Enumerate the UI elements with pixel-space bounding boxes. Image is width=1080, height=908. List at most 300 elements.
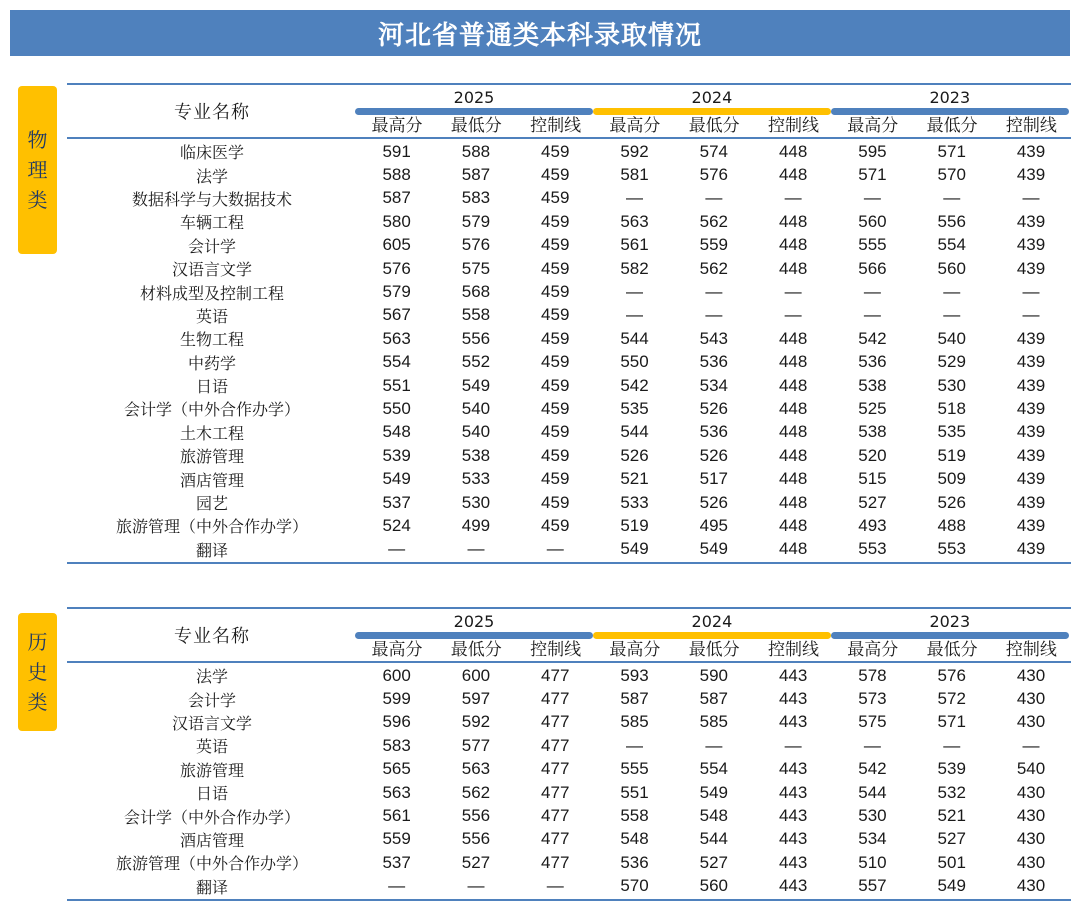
score-cell: 448	[778, 258, 808, 278]
score-cell: 526	[937, 492, 966, 512]
category-char: 类	[27, 690, 48, 714]
score-cell: —	[546, 539, 564, 559]
score-cell: 448	[778, 328, 808, 348]
table-row	[67, 781, 1071, 804]
score-cell: 477	[541, 852, 570, 872]
score-cell: 477	[541, 689, 570, 709]
score-cell: 439	[1016, 469, 1046, 489]
score-cell: 459	[541, 211, 570, 231]
score-cell: 587	[461, 165, 491, 185]
score-cell: 549	[699, 782, 729, 802]
score-cell: 555	[858, 235, 887, 255]
score-cell: 459	[541, 445, 570, 465]
score-cell: 448	[778, 165, 808, 185]
metric-header: 控制线	[530, 116, 582, 136]
score-cell: 539	[937, 759, 966, 779]
score-cell: 430	[1016, 876, 1046, 896]
score-cell: 558	[620, 806, 649, 826]
score-cell: 574	[699, 141, 729, 161]
score-cell: 430	[1016, 689, 1046, 709]
score-cell: 561	[620, 235, 649, 255]
score-cell: 556	[461, 328, 491, 348]
score-cell: 559	[699, 235, 729, 255]
score-cell: 524	[382, 515, 411, 535]
score-cell: —	[1022, 282, 1040, 302]
major-name: 酒店管理	[179, 470, 244, 490]
table-row	[67, 467, 1071, 490]
score-cell: 530	[937, 375, 966, 395]
score-cell: 519	[937, 445, 966, 465]
score-cell: 556	[461, 829, 491, 849]
score-cell: 571	[858, 165, 887, 185]
score-cell: 477	[541, 712, 570, 732]
major-column-header: 专业名称	[174, 626, 250, 647]
score-cell: 488	[937, 515, 966, 535]
score-cell: 439	[1016, 328, 1046, 348]
score-cell: 533	[620, 492, 649, 512]
metric-header: 控制线	[768, 640, 819, 660]
table-row	[67, 397, 1071, 420]
score-cell: 562	[699, 258, 729, 278]
score-cell: 517	[699, 469, 729, 489]
score-cell: 439	[1016, 235, 1046, 255]
score-cell: 554	[937, 235, 966, 255]
score-cell: 585	[620, 712, 649, 732]
score-cell: 549	[620, 539, 649, 559]
score-cell: 530	[858, 806, 887, 826]
score-cell: 525	[858, 398, 887, 418]
metric-header: 最低分	[926, 640, 978, 660]
year-bar	[593, 632, 831, 639]
score-cell: 529	[937, 352, 966, 372]
table-row	[67, 280, 1071, 303]
score-cell: 448	[778, 469, 808, 489]
table-row	[67, 538, 1071, 561]
year-label: 2025	[453, 88, 495, 107]
score-cell: —	[705, 305, 723, 325]
score-cell: 527	[461, 852, 491, 872]
score-cell: 549	[937, 876, 966, 896]
score-cell: 539	[382, 445, 411, 465]
score-cell: —	[705, 188, 723, 208]
score-cell: 448	[778, 375, 808, 395]
score-cell: 515	[858, 469, 887, 489]
score-cell: 600	[382, 665, 411, 685]
score-cell: 443	[778, 852, 808, 872]
score-cell: 509	[937, 469, 966, 489]
score-cell: 439	[1016, 492, 1046, 512]
score-cell: 443	[778, 665, 808, 685]
score-cell: 526	[699, 398, 729, 418]
score-cell: 477	[541, 735, 570, 755]
category-char: 历	[27, 630, 48, 654]
score-cell: 553	[858, 539, 887, 559]
category-tab-physics	[18, 86, 57, 254]
score-cell: 536	[699, 352, 729, 372]
score-cell: 591	[382, 141, 411, 161]
score-cell: 548	[620, 829, 649, 849]
score-cell: 581	[620, 165, 649, 185]
score-cell: 572	[937, 689, 966, 709]
year-label: 2024	[691, 612, 733, 631]
score-cell: 597	[461, 689, 491, 709]
score-cell: 544	[620, 328, 649, 348]
score-cell: 600	[461, 665, 491, 685]
score-cell: 459	[541, 398, 570, 418]
score-cell: 439	[1016, 375, 1046, 395]
score-cell: 563	[382, 782, 411, 802]
metric-header: 最低分	[450, 116, 502, 136]
score-cell: —	[467, 876, 485, 896]
score-cell: 448	[778, 235, 808, 255]
score-cell: —	[626, 188, 644, 208]
score-cell: 527	[699, 852, 729, 872]
score-cell: 443	[778, 876, 808, 896]
score-cell: 579	[461, 211, 491, 231]
score-cell: 439	[1016, 515, 1046, 535]
table-row	[67, 687, 1071, 710]
score-cell: 588	[382, 165, 411, 185]
major-name: 旅游管理（中外合作办学）	[115, 517, 308, 537]
score-cell: 560	[937, 258, 966, 278]
score-cell: 459	[541, 515, 570, 535]
table-row	[67, 851, 1071, 874]
score-cell: 540	[461, 398, 491, 418]
table-row	[67, 491, 1071, 514]
score-cell: 570	[620, 876, 649, 896]
score-cell: 543	[699, 328, 729, 348]
score-cell: —	[626, 735, 644, 755]
score-cell: 521	[620, 469, 649, 489]
score-cell: 493	[858, 515, 887, 535]
major-name: 生物工程	[179, 330, 244, 350]
score-cell: 551	[382, 375, 411, 395]
score-cell: 556	[461, 806, 491, 826]
score-cell: 542	[858, 759, 887, 779]
table-row	[67, 163, 1071, 186]
score-cell: 459	[541, 352, 570, 372]
year-bar	[593, 108, 831, 115]
score-cell: 448	[778, 422, 808, 442]
score-cell: 519	[620, 515, 649, 535]
score-cell: 561	[382, 806, 411, 826]
table-row	[67, 421, 1071, 444]
score-cell: 448	[778, 398, 808, 418]
major-name: 旅游管理	[179, 760, 244, 780]
score-cell: 526	[620, 445, 649, 465]
score-cell: 573	[858, 689, 887, 709]
score-cell: 443	[778, 759, 808, 779]
score-cell: 518	[937, 398, 966, 418]
major-name: 汉语言文学	[171, 713, 252, 733]
score-cell: 576	[382, 258, 411, 278]
score-cell: —	[784, 282, 802, 302]
table-bottom-rule	[67, 899, 1071, 901]
score-cell: 430	[1016, 852, 1046, 872]
score-cell: 578	[858, 665, 887, 685]
score-cell: 459	[541, 375, 570, 395]
score-cell: 554	[699, 759, 729, 779]
score-cell: 477	[541, 665, 570, 685]
score-cell: 540	[1016, 759, 1046, 779]
major-name: 中药学	[187, 353, 236, 373]
score-cell: 557	[858, 876, 887, 896]
score-cell: 596	[382, 712, 411, 732]
score-cell: 443	[778, 782, 808, 802]
score-cell: 580	[382, 211, 411, 231]
score-cell: —	[943, 188, 961, 208]
score-cell: 527	[858, 492, 887, 512]
category-char: 史	[27, 660, 48, 684]
score-cell: 439	[1016, 258, 1046, 278]
score-cell: 532	[937, 782, 966, 802]
table-row	[67, 351, 1071, 374]
year-label: 2024	[691, 88, 733, 107]
major-name: 园艺	[195, 494, 228, 514]
score-cell: 439	[1016, 352, 1046, 372]
table-body	[67, 140, 1071, 561]
score-cell: 542	[858, 328, 887, 348]
score-cell: 549	[699, 539, 729, 559]
year-label: 2025	[453, 612, 495, 631]
major-name: 旅游管理	[179, 447, 244, 467]
score-cell: 562	[699, 211, 729, 231]
year-bar	[355, 108, 593, 115]
table-row	[67, 374, 1071, 397]
score-cell: 536	[699, 422, 729, 442]
header-rule	[67, 661, 1071, 663]
score-cell: 587	[699, 689, 729, 709]
score-cell: 568	[461, 282, 491, 302]
score-cell: —	[943, 305, 961, 325]
score-cell: 537	[382, 852, 411, 872]
year-bar	[831, 108, 1069, 115]
score-cell: 499	[461, 515, 491, 535]
score-cell: —	[863, 305, 881, 325]
score-cell: 430	[1016, 782, 1046, 802]
table-row	[67, 804, 1071, 827]
score-cell: 544	[699, 829, 729, 849]
metric-header: 最高分	[609, 116, 661, 136]
score-cell: 588	[461, 141, 491, 161]
score-cell: 459	[541, 165, 570, 185]
table-row	[67, 444, 1071, 467]
major-name: 车辆工程	[179, 213, 244, 233]
table-row	[67, 828, 1071, 851]
score-cell: 459	[541, 282, 570, 302]
score-cell: 439	[1016, 141, 1046, 161]
score-cell: 555	[620, 759, 649, 779]
score-cell: 448	[778, 352, 808, 372]
table-row	[67, 875, 1071, 898]
table-row	[67, 664, 1071, 687]
table-row	[67, 210, 1071, 233]
score-cell: —	[546, 876, 564, 896]
major-name: 汉语言文学	[171, 260, 252, 280]
score-cell: 448	[778, 539, 808, 559]
score-cell: 565	[382, 759, 411, 779]
year-label: 2023	[929, 612, 971, 631]
table-row	[67, 711, 1071, 734]
score-cell: 587	[382, 188, 411, 208]
year-label: 2023	[929, 88, 971, 107]
table-row	[67, 758, 1071, 781]
score-cell: 439	[1016, 165, 1046, 185]
score-cell: 566	[858, 258, 887, 278]
score-cell: 560	[699, 876, 729, 896]
score-cell: 558	[461, 305, 491, 325]
score-cell: 577	[461, 735, 491, 755]
table-body	[67, 664, 1071, 898]
score-cell: 552	[461, 352, 491, 372]
score-cell: 477	[541, 806, 570, 826]
score-cell: 553	[937, 539, 966, 559]
score-cell: 571	[937, 712, 966, 732]
score-cell: —	[943, 735, 961, 755]
major-name: 会计学	[187, 236, 236, 256]
score-cell: —	[943, 282, 961, 302]
major-name: 会计学（中外合作办学）	[123, 400, 300, 420]
score-cell: 443	[778, 806, 808, 826]
table-row	[67, 140, 1071, 163]
major-name: 法学	[195, 667, 228, 687]
score-cell: 585	[699, 712, 729, 732]
score-cell: —	[467, 539, 485, 559]
score-cell: 527	[937, 829, 966, 849]
score-cell: 443	[778, 829, 808, 849]
metric-header: 控制线	[768, 116, 819, 136]
score-cell: 439	[1016, 422, 1046, 442]
score-cell: 501	[937, 852, 966, 872]
score-cell: 459	[541, 492, 570, 512]
table-row	[67, 734, 1071, 757]
score-cell: 521	[937, 806, 966, 826]
table-row	[67, 187, 1071, 210]
score-cell: —	[626, 282, 644, 302]
score-cell: 537	[382, 492, 411, 512]
score-cell: —	[784, 305, 802, 325]
score-cell: 535	[620, 398, 649, 418]
metric-header: 最低分	[926, 116, 978, 136]
score-cell: 443	[778, 689, 808, 709]
major-name: 翻译	[195, 540, 228, 560]
header-rule	[67, 137, 1071, 139]
score-cell: 563	[382, 328, 411, 348]
major-name: 法学	[195, 166, 228, 186]
score-cell: 448	[778, 515, 808, 535]
score-cell: 535	[937, 422, 966, 442]
metric-header: 最高分	[847, 640, 899, 660]
score-cell: 548	[699, 806, 729, 826]
score-cell: 583	[461, 188, 491, 208]
score-cell: 439	[1016, 398, 1046, 418]
score-cell: 554	[382, 352, 411, 372]
year-bar	[355, 632, 593, 639]
score-cell: 534	[699, 375, 729, 395]
score-cell: 576	[461, 235, 491, 255]
score-cell: 567	[382, 305, 411, 325]
score-cell: 560	[858, 211, 887, 231]
score-cell: 534	[858, 829, 887, 849]
score-cell: —	[863, 282, 881, 302]
score-cell: 459	[541, 235, 570, 255]
metric-header: 最高分	[371, 116, 423, 136]
score-cell: 443	[778, 712, 808, 732]
score-cell: 592	[620, 141, 649, 161]
score-cell: 520	[858, 445, 887, 465]
metric-header: 最低分	[450, 640, 502, 660]
score-cell: 448	[778, 445, 808, 465]
metric-header: 最高分	[609, 640, 661, 660]
table-row	[67, 234, 1071, 257]
score-cell: 550	[382, 398, 411, 418]
major-name: 翻译	[195, 877, 228, 897]
score-cell: 540	[461, 422, 491, 442]
score-cell: 430	[1016, 712, 1046, 732]
score-cell: 439	[1016, 211, 1046, 231]
score-cell: 538	[858, 375, 887, 395]
major-name: 日语	[195, 377, 228, 397]
score-cell: —	[705, 735, 723, 755]
category-tab-history	[18, 613, 57, 731]
score-cell: 544	[620, 422, 649, 442]
score-cell: 559	[382, 829, 411, 849]
score-cell: 459	[541, 141, 570, 161]
metric-header: 最高分	[847, 116, 899, 136]
score-cell: —	[626, 305, 644, 325]
score-cell: 430	[1016, 829, 1046, 849]
score-cell: 590	[699, 665, 729, 685]
score-cell: 570	[937, 165, 966, 185]
score-cell: 495	[699, 515, 729, 535]
year-bar	[831, 632, 1069, 639]
score-cell: 592	[461, 712, 491, 732]
table-row	[67, 257, 1071, 280]
score-cell: 595	[858, 141, 887, 161]
score-cell: 576	[699, 165, 729, 185]
score-cell: 549	[461, 375, 491, 395]
score-cell: —	[784, 188, 802, 208]
score-cell: 562	[461, 782, 491, 802]
score-cell: —	[863, 735, 881, 755]
metric-header: 控制线	[1005, 640, 1057, 660]
score-cell: 550	[620, 352, 649, 372]
score-cell: 571	[937, 141, 966, 161]
major-column-header: 专业名称	[174, 102, 250, 123]
category-char: 物	[27, 128, 48, 152]
score-cell: —	[388, 876, 406, 896]
table-row	[67, 514, 1071, 537]
score-cell: 530	[461, 492, 491, 512]
score-cell: 593	[620, 665, 649, 685]
score-cell: 544	[858, 782, 887, 802]
table-bottom-rule	[67, 562, 1071, 564]
score-cell: 526	[699, 445, 729, 465]
score-cell: 575	[461, 258, 491, 278]
table-row	[67, 327, 1071, 350]
score-cell: 587	[620, 689, 649, 709]
major-name: 材料成型及控制工程	[139, 283, 284, 303]
score-cell: 599	[382, 689, 411, 709]
score-cell: —	[705, 282, 723, 302]
major-name: 会计学	[187, 690, 236, 710]
major-name: 土木工程	[179, 423, 244, 443]
score-cell: 538	[461, 445, 491, 465]
table-row	[67, 304, 1071, 327]
score-cell: 536	[858, 352, 887, 372]
major-name: 数据科学与大数据技术	[131, 189, 292, 209]
score-cell: 563	[461, 759, 491, 779]
